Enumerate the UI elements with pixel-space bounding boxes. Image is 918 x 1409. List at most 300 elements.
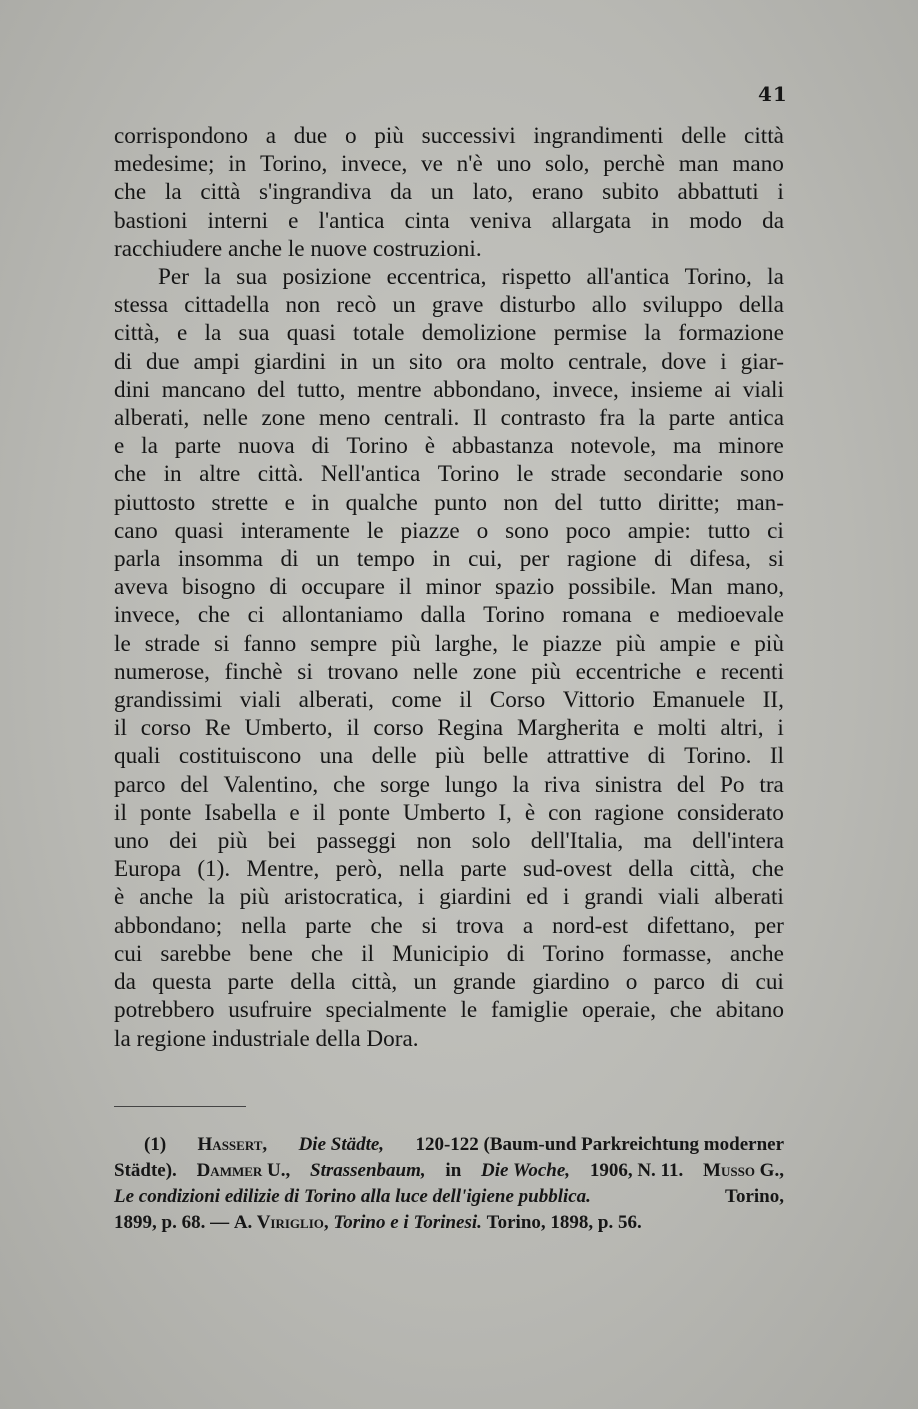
- footnote-text: in: [445, 1160, 462, 1181]
- word: che: [310, 940, 344, 967]
- word: Umberto,: [244, 715, 333, 742]
- word: quasi: [286, 320, 336, 347]
- word: Po: [720, 771, 745, 798]
- text-line: [114, 376, 784, 404]
- word: qualche: [345, 489, 418, 516]
- word: parte: [305, 912, 352, 939]
- word: ai: [714, 376, 732, 403]
- word: I,: [498, 799, 512, 826]
- word: piazze: [400, 517, 460, 544]
- word: bene: [249, 940, 293, 967]
- word: tempo: [356, 546, 415, 573]
- word: veniva: [469, 207, 532, 234]
- word: in: [163, 461, 182, 488]
- word: recenti: [720, 658, 784, 685]
- word: ora: [456, 348, 487, 375]
- word: solo,: [545, 151, 590, 178]
- word: nord-est: [552, 912, 629, 939]
- word: interamente: [240, 517, 350, 544]
- word: però,: [335, 856, 383, 883]
- word: strade: [550, 461, 607, 488]
- text-line: [114, 545, 784, 573]
- word: abitano: [715, 997, 784, 1024]
- word: la: [638, 405, 656, 432]
- footnote-title: Die Städte,: [298, 1134, 385, 1155]
- word: costituiscono: [178, 743, 302, 770]
- word: cui,: [468, 546, 503, 573]
- word: ingrandimenti: [533, 123, 664, 149]
- word: ragione: [566, 546, 637, 573]
- text-line: [114, 771, 784, 799]
- word: e: [649, 602, 660, 629]
- word: una: [319, 743, 354, 770]
- text-line: [114, 348, 784, 376]
- word: demolizione: [421, 320, 537, 347]
- word: mano,: [726, 574, 784, 601]
- word: allargata: [551, 207, 631, 234]
- word: e: [633, 715, 644, 742]
- word: Vittorio: [562, 687, 635, 714]
- word: questa: [152, 969, 212, 996]
- word: antica: [728, 405, 784, 432]
- word: un: [392, 292, 416, 319]
- word: meno: [318, 405, 371, 432]
- word: Re: [204, 715, 231, 742]
- word: sono: [740, 461, 784, 488]
- text-line: [114, 517, 784, 545]
- word: grave: [431, 292, 484, 319]
- word: ampi: [193, 348, 240, 375]
- word: o: [625, 969, 638, 996]
- word: aveva: [114, 574, 169, 601]
- word: Umberto: [402, 799, 486, 826]
- word: della: [315, 1025, 361, 1052]
- word: numerose,: [114, 658, 210, 685]
- word: alberati,: [114, 405, 190, 432]
- footnote-text: 1899, p. 68. —: [114, 1212, 230, 1233]
- word: due: [293, 123, 328, 149]
- word: Corso: [489, 687, 546, 714]
- word: grande: [452, 969, 516, 996]
- word: città: [200, 179, 241, 206]
- word: i: [417, 884, 425, 911]
- word: città.: [257, 461, 304, 488]
- word: man: [678, 151, 719, 178]
- word: a: [265, 123, 276, 149]
- word: bastioni: [114, 207, 188, 234]
- word: è: [424, 433, 436, 460]
- footnote-text: 120-122 (Baum-und Parkreichtung moderner: [415, 1134, 784, 1155]
- word: spazio: [494, 574, 555, 601]
- word: è: [524, 799, 536, 826]
- word: e: [176, 320, 188, 347]
- text-line: [114, 968, 784, 996]
- text-line: [114, 178, 784, 206]
- word: Torino: [346, 433, 408, 460]
- word: ve: [421, 151, 443, 178]
- word: Valentino,: [223, 771, 319, 798]
- word: Torino: [542, 940, 605, 967]
- word: che: [114, 461, 147, 488]
- word: nella: [241, 912, 287, 939]
- word: diritte;: [658, 489, 720, 516]
- word: o: [344, 123, 357, 149]
- word: insomma: [177, 546, 263, 573]
- word: lungo: [444, 771, 498, 798]
- word: sua: [238, 320, 270, 347]
- word: città,: [689, 856, 736, 883]
- word: tutto: [707, 517, 751, 544]
- word: il: [114, 715, 127, 742]
- word: cui: [114, 940, 143, 967]
- word: viali: [658, 884, 700, 911]
- word: corso: [373, 715, 424, 742]
- word: parla: [114, 546, 161, 573]
- word: sempre: [310, 630, 378, 657]
- word: cano: [114, 517, 158, 544]
- word: più: [754, 630, 784, 657]
- word: trovano: [327, 658, 399, 685]
- word: abbondano,: [433, 376, 541, 403]
- word: da: [390, 179, 412, 206]
- word: il: [312, 799, 326, 826]
- word: costruzioni.: [372, 235, 482, 262]
- word: nuove: [310, 235, 368, 262]
- word: i: [777, 179, 784, 206]
- word: mano: [732, 151, 784, 178]
- word: Torino,: [684, 264, 752, 291]
- word: e: [114, 433, 125, 460]
- word: che: [114, 179, 147, 206]
- word: più: [531, 658, 561, 685]
- word: più: [435, 743, 465, 770]
- word: successivi: [421, 123, 516, 149]
- word: Mentre,: [246, 856, 320, 883]
- word: sud-ovest: [523, 856, 612, 883]
- page-number: 41: [758, 82, 788, 106]
- word: all'antica: [586, 264, 670, 291]
- word: la: [512, 771, 530, 798]
- word: invece,: [114, 602, 181, 629]
- footnote-title: Strassenbaum,: [310, 1160, 426, 1181]
- word: che: [370, 912, 403, 939]
- word: cui: [755, 969, 784, 996]
- word: medesime;: [114, 151, 215, 178]
- word: non: [285, 292, 321, 319]
- footnote-author: Hassert,: [197, 1134, 268, 1155]
- word: quali: [114, 743, 161, 770]
- word: invece,: [552, 376, 619, 403]
- word: si: [768, 546, 784, 573]
- word: larghe,: [434, 630, 499, 657]
- word: Margherita: [516, 715, 620, 742]
- text-line: [114, 742, 784, 770]
- word: le: [287, 235, 305, 262]
- word: poco: [565, 517, 611, 544]
- word: zone: [472, 658, 517, 685]
- text-line: [114, 460, 784, 488]
- word: delle: [371, 743, 417, 770]
- word: con: [548, 799, 582, 826]
- footnote-author: Dammer U.,: [196, 1160, 291, 1181]
- word: sorge: [380, 771, 430, 798]
- word: la: [141, 433, 158, 460]
- word: in: [432, 546, 451, 573]
- word: belle: [483, 743, 529, 770]
- word: un: [430, 179, 454, 206]
- word: rispetto: [501, 264, 572, 291]
- footnote-text: Torino, 1898, p. 56.: [486, 1212, 642, 1233]
- footnote-title: Die Woche,: [481, 1160, 571, 1181]
- word: anche: [139, 884, 194, 911]
- word: la: [164, 179, 182, 206]
- word: eccentrica,: [386, 264, 487, 291]
- footnote-author: Musso G.,: [703, 1160, 784, 1181]
- word: s'ingrandiva: [259, 179, 372, 206]
- word: bei: [267, 828, 297, 855]
- text-line: [114, 658, 784, 686]
- word: per: [754, 912, 784, 939]
- word: racchiudere: [114, 235, 223, 262]
- word: potrebbero: [114, 997, 215, 1024]
- word: trova: [456, 912, 504, 939]
- word: difettano,: [647, 912, 736, 939]
- word: grandissimi: [114, 687, 223, 714]
- word: solo: [471, 828, 511, 855]
- word: parte: [460, 856, 507, 883]
- word: di: [269, 574, 288, 601]
- word: Torino: [483, 602, 545, 629]
- word: le: [114, 630, 131, 657]
- word: nelle: [413, 658, 459, 685]
- text-line: [114, 630, 784, 658]
- word: aristocratica,: [284, 884, 404, 911]
- word: da: [114, 969, 136, 996]
- word: in: [339, 348, 358, 375]
- word: più: [239, 884, 270, 911]
- text-line: [114, 207, 784, 235]
- word: interni: [207, 207, 269, 234]
- word: in: [228, 151, 247, 178]
- word: allo: [591, 292, 627, 319]
- word: nelle: [202, 405, 248, 432]
- text-line: [114, 855, 784, 883]
- footnote-text: 1906, N. 11.: [589, 1160, 684, 1181]
- word: viali: [239, 687, 282, 714]
- word: i: [562, 884, 570, 911]
- word: città,: [351, 969, 398, 996]
- word: della: [628, 856, 674, 883]
- word: difesa,: [689, 546, 751, 573]
- word: attrattive: [546, 743, 630, 770]
- text-line: [114, 404, 784, 432]
- word: parte: [668, 405, 716, 432]
- word: ampie: [659, 630, 717, 657]
- word: strade: [144, 630, 201, 657]
- word: il: [398, 574, 412, 601]
- word: strette: [211, 489, 269, 516]
- word: erano: [531, 179, 584, 206]
- footnote-line: [114, 1132, 784, 1158]
- word: di: [654, 546, 673, 573]
- text-line: [114, 319, 784, 347]
- word: dove: [661, 348, 707, 375]
- word: la: [114, 1025, 131, 1052]
- word: Europa: [114, 856, 181, 883]
- word: famiglie: [490, 997, 569, 1024]
- word: romana: [562, 602, 632, 629]
- word: Il: [472, 405, 487, 432]
- word: la: [204, 264, 221, 291]
- word: ci: [767, 517, 784, 544]
- word: insieme: [630, 376, 703, 403]
- word: fanno: [243, 630, 297, 657]
- word: cittadella: [184, 292, 270, 319]
- word: considerato: [676, 799, 784, 826]
- word: più: [374, 123, 404, 149]
- text-line: [114, 912, 784, 940]
- word: recò: [336, 292, 377, 319]
- word: secondarie: [623, 461, 723, 488]
- word: più: [615, 630, 646, 657]
- text-line: [114, 122, 784, 150]
- text-line: [114, 883, 784, 911]
- word: piuttosto: [114, 489, 196, 516]
- word: in: [311, 489, 330, 516]
- text-line: [114, 150, 784, 178]
- word: posizione: [282, 264, 372, 291]
- word: eccentriche: [575, 658, 682, 685]
- word: fra: [599, 405, 625, 432]
- word: un: [371, 348, 396, 375]
- word: mancano: [161, 376, 246, 403]
- word: sua: [236, 264, 268, 291]
- text-line: [114, 714, 784, 742]
- word: della: [290, 969, 336, 996]
- word: permise: [553, 320, 628, 347]
- word: le: [516, 461, 534, 488]
- word: Isabella: [204, 799, 277, 826]
- word: ed: [526, 884, 549, 911]
- word: alberati,: [298, 687, 374, 714]
- word: Dora.: [366, 1025, 419, 1052]
- footnote-divider: [114, 1106, 246, 1107]
- word: ponte: [139, 799, 192, 826]
- word: Per: [158, 264, 189, 291]
- word: quasi: [174, 517, 224, 544]
- word: non: [416, 828, 452, 855]
- text-line: [114, 432, 784, 460]
- word: si: [214, 630, 230, 657]
- word: invece,: [341, 151, 408, 178]
- footnote-text: Städte).: [114, 1160, 177, 1181]
- text-line: [114, 235, 784, 263]
- word: Torino: [437, 461, 500, 488]
- word: Il: [769, 743, 784, 770]
- word: e: [695, 658, 707, 685]
- word: dalla: [420, 602, 466, 629]
- footnote-line: [114, 1158, 784, 1184]
- word: più: [217, 828, 248, 855]
- word: città: [744, 123, 784, 149]
- word: altri,: [720, 715, 764, 742]
- word: punto: [434, 489, 487, 516]
- word: ampie:: [627, 517, 691, 544]
- word: le: [460, 997, 478, 1024]
- word: ragione: [594, 799, 665, 826]
- word: modo: [689, 207, 743, 234]
- word: industriale: [211, 1025, 310, 1052]
- word: mentre: [357, 376, 422, 403]
- footnote-line: [114, 1184, 784, 1210]
- word: dei: [169, 828, 198, 855]
- word: dini: [114, 376, 151, 403]
- word: formasse,: [622, 940, 712, 967]
- word: allontaniamo: [281, 602, 403, 629]
- word: medioevale: [677, 602, 784, 629]
- word: sinistra: [595, 771, 662, 798]
- word: dell'Italia,: [530, 828, 624, 855]
- word: o: [476, 517, 489, 544]
- word: n'è: [456, 151, 483, 178]
- word: Man: [670, 574, 713, 601]
- word: sarebbe: [160, 940, 232, 967]
- word: parte: [174, 433, 222, 460]
- footnote: [114, 1132, 784, 1236]
- word: del: [180, 771, 209, 798]
- word: corrispondono: [114, 123, 248, 149]
- word: riva: [544, 771, 581, 798]
- word: subito: [602, 179, 659, 206]
- word: la: [767, 264, 784, 291]
- word: come: [391, 687, 442, 714]
- word: di: [280, 546, 299, 573]
- footnote-marker: (1): [144, 1134, 167, 1155]
- word: grandi: [584, 884, 644, 911]
- word: sono: [505, 517, 549, 544]
- word: tutto: [599, 489, 642, 516]
- word: notevole,: [570, 433, 657, 460]
- word: città,: [114, 320, 160, 347]
- word: centrale,: [568, 348, 648, 375]
- word: ponte: [338, 799, 390, 826]
- word: dell'intera: [692, 828, 784, 855]
- word: Nell'antica: [320, 461, 421, 488]
- word: uno: [496, 151, 532, 178]
- word: operaie,: [581, 997, 656, 1024]
- word: e: [730, 630, 741, 657]
- word: ci: [247, 602, 265, 629]
- text-line: [114, 686, 784, 714]
- word: usufruire: [228, 997, 312, 1024]
- word: molti: [657, 715, 707, 742]
- word: Emanuele: [652, 687, 746, 714]
- word: un: [316, 546, 340, 573]
- word: zone: [261, 405, 306, 432]
- word: la: [644, 320, 662, 347]
- word: che: [333, 771, 366, 798]
- footnote-title: Le condizioni edilizie di Torino alla luce dell'igiene pubblica.: [114, 1186, 591, 1207]
- word: formazione: [678, 320, 784, 347]
- word: il: [346, 715, 360, 742]
- text-line: [114, 996, 784, 1024]
- word: la: [208, 884, 225, 911]
- word: che: [669, 997, 702, 1024]
- footnote-author: A. Viriglio,: [233, 1212, 329, 1233]
- word: due: [146, 348, 180, 375]
- footnote-text: Torino,: [725, 1186, 784, 1207]
- word: anche: [227, 235, 283, 262]
